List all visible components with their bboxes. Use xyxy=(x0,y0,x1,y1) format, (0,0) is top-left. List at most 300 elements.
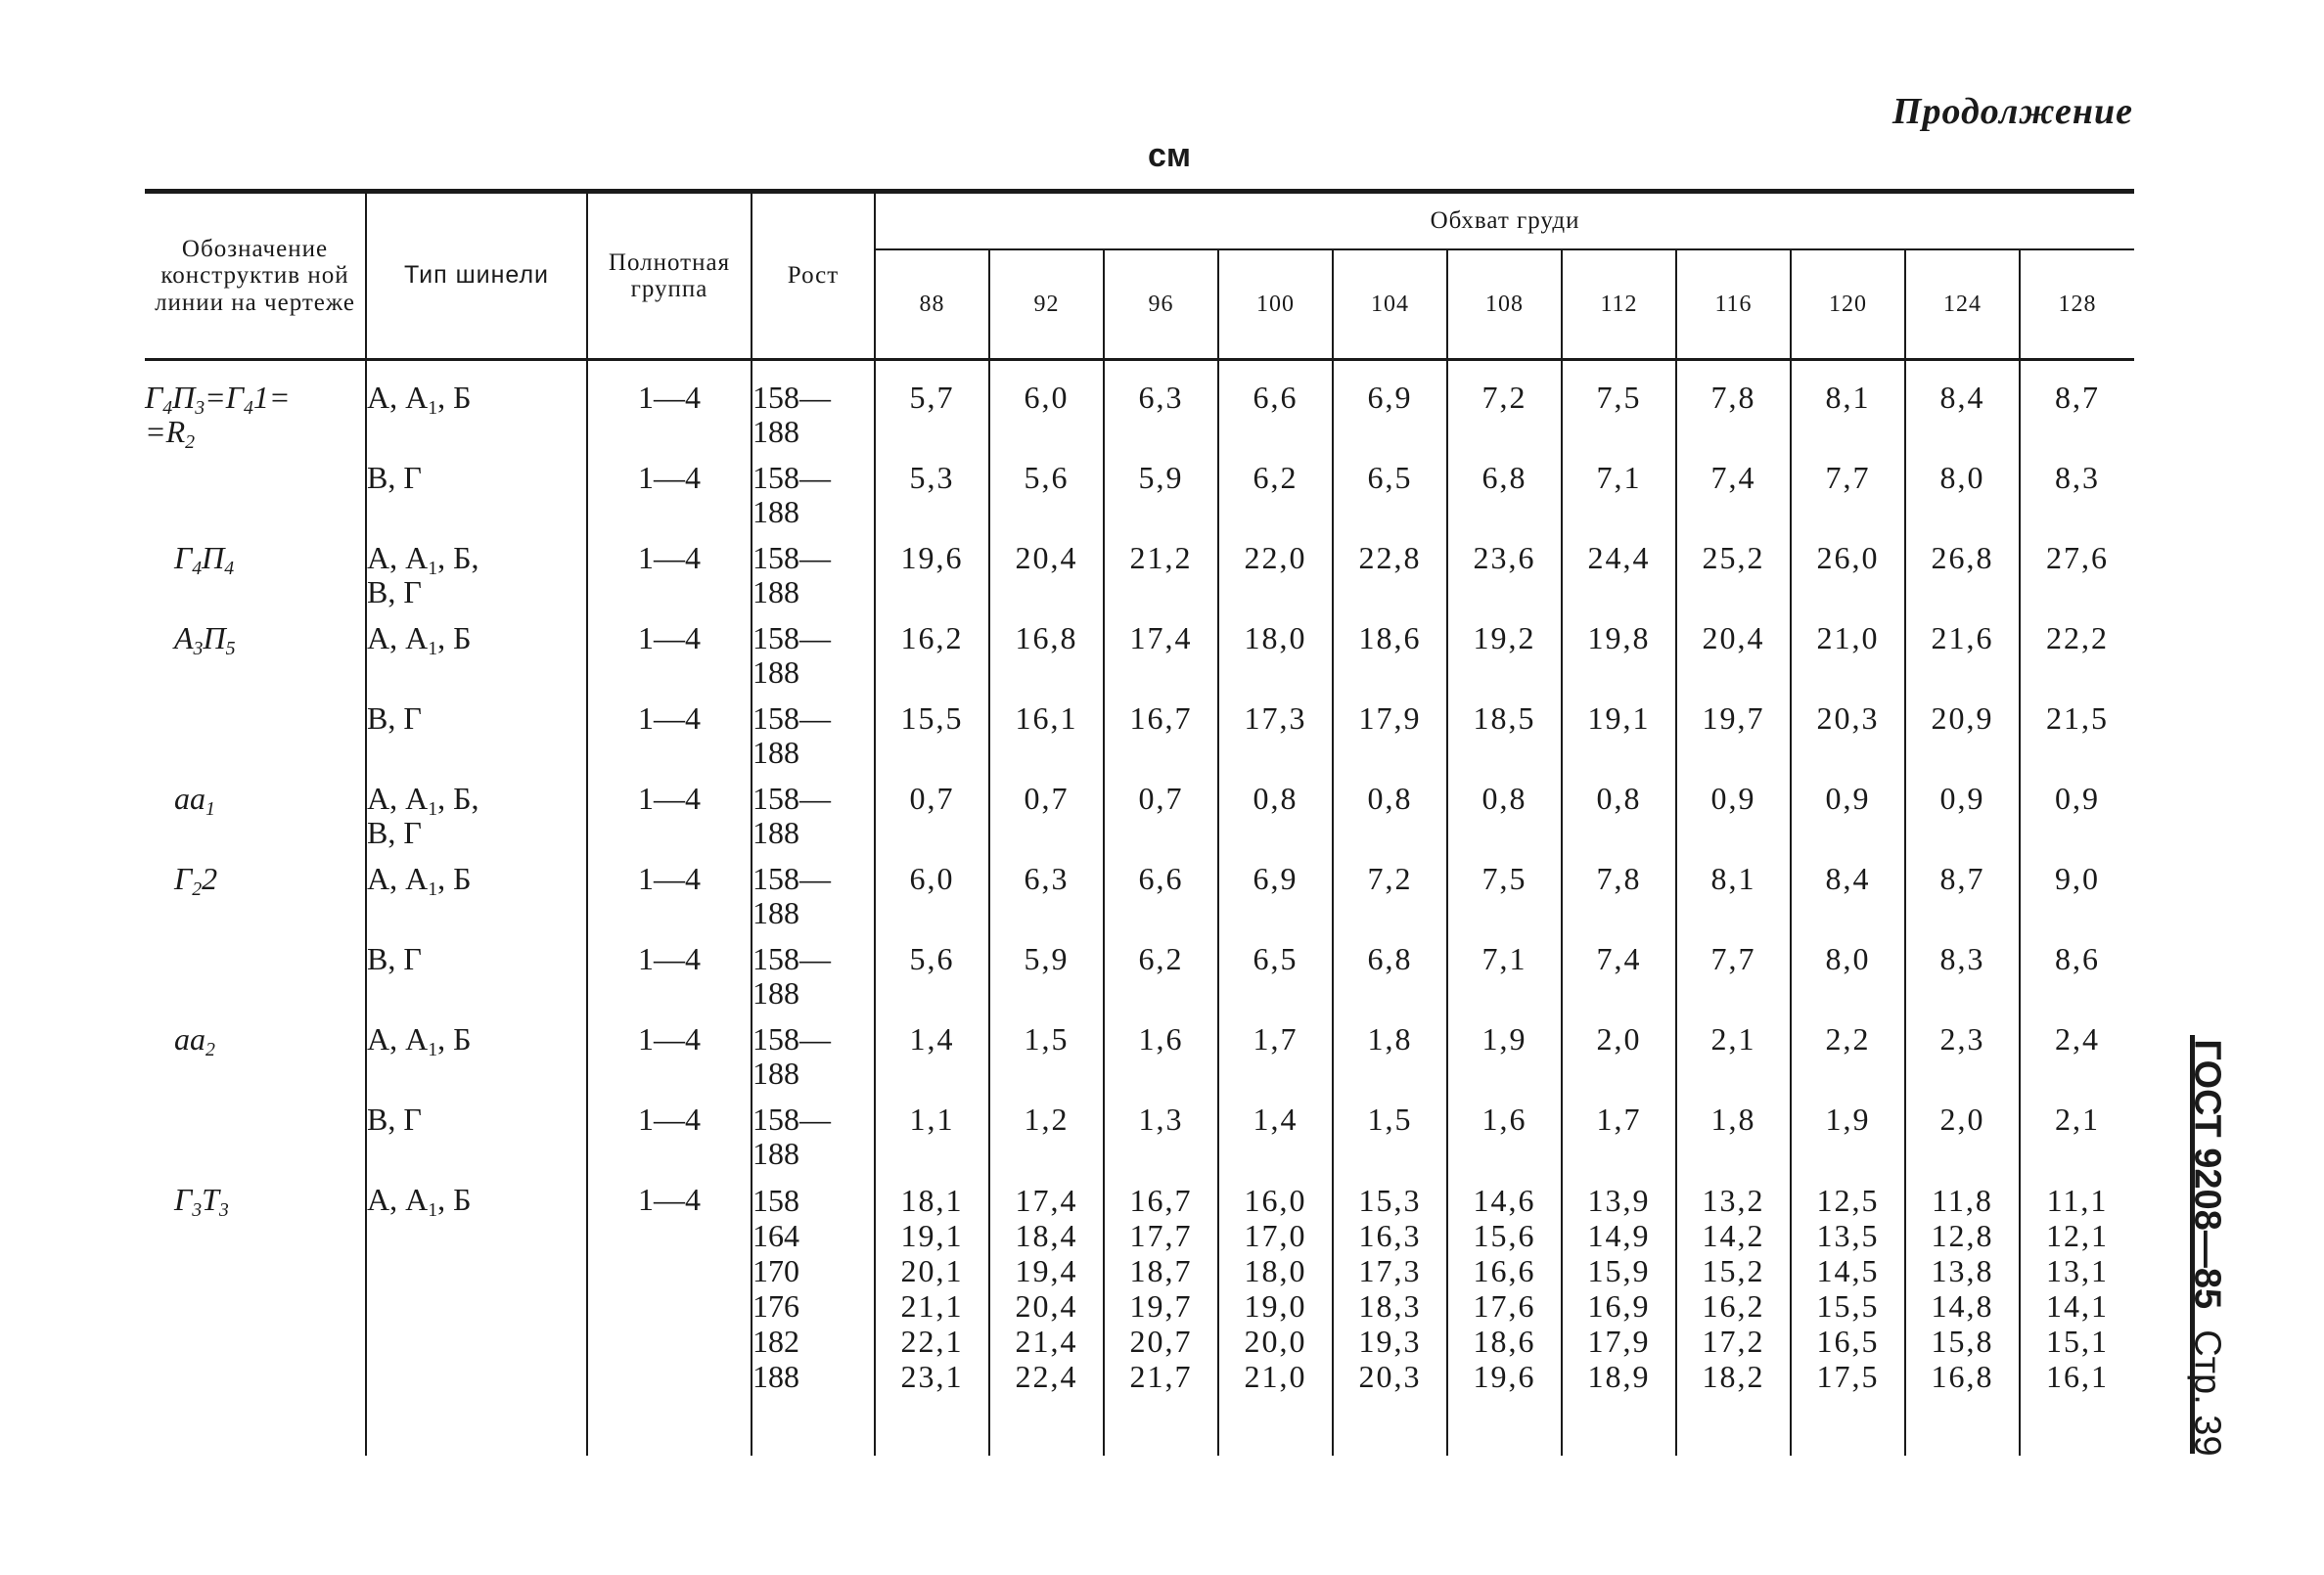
value-cell: 8,0 xyxy=(1905,461,2020,541)
value-cell: 2,4 xyxy=(2020,1022,2134,1102)
value-cell: 17,3 xyxy=(1218,701,1333,782)
row-height-text: 158— 188 xyxy=(752,1021,831,1091)
table-row xyxy=(145,1022,2134,1102)
value-cell: 17,4 xyxy=(1104,621,1218,701)
value-cell: 5,9 xyxy=(989,942,1104,1022)
value-cell: 1,6 xyxy=(1104,1022,1218,1102)
row-coat-type xyxy=(366,621,587,701)
value-cell: 2,2 xyxy=(1791,1022,1905,1102)
value-cell: 18,9 xyxy=(1587,1359,1651,1394)
value-stack xyxy=(1905,1183,2020,1456)
row-designation-text: $Г_4П_3=Г_41=$ $=R_2$ xyxy=(145,380,291,453)
row-coat-type xyxy=(366,360,587,462)
value-cell: 0,9 xyxy=(1905,782,2020,862)
row-height xyxy=(752,360,875,462)
value-cell: 14,8 xyxy=(1931,1288,1994,1324)
row-height xyxy=(752,1102,875,1183)
value-cell: 1,9 xyxy=(1791,1102,1905,1183)
value-cell: 16,1 xyxy=(2046,1359,2110,1394)
table-row xyxy=(145,360,2134,462)
value-cell: 0,7 xyxy=(875,782,989,862)
value-cell: 21,7 xyxy=(1129,1359,1193,1394)
value-cell: 15,2 xyxy=(1702,1253,1765,1288)
value-cell: 18,2 xyxy=(1702,1359,1765,1394)
value-cell: 27,6 xyxy=(2020,541,2134,621)
value-cell: 22,4 xyxy=(1015,1359,1078,1394)
value-cell: 17,5 xyxy=(1816,1359,1880,1394)
value-cell: 2,1 xyxy=(2020,1102,2134,1183)
value-cell: 1,7 xyxy=(1218,1022,1333,1102)
value-cell: 19,1 xyxy=(1562,701,1676,782)
value-cell: 13,1 xyxy=(2046,1253,2110,1288)
value-cell: 19,0 xyxy=(1244,1288,1307,1324)
value-cell: 16,9 xyxy=(1587,1288,1651,1324)
row-height-text: 158— 188 xyxy=(752,540,831,609)
value-cell: 5,7 xyxy=(875,360,989,462)
value-cell: 8,3 xyxy=(2020,461,2134,541)
value-cell: 20,4 xyxy=(989,541,1104,621)
value-cell: 8,1 xyxy=(1676,862,1791,942)
header-chest-size: 128 xyxy=(2020,249,2134,360)
row-height xyxy=(752,461,875,541)
value-cell: 14,6 xyxy=(1473,1183,1536,1218)
value-cell: 6,6 xyxy=(1218,360,1333,462)
value-cell: 7,7 xyxy=(1791,461,1905,541)
row-coat-type-text: А, $А_1$, Б, В, Г xyxy=(367,540,479,609)
height-value: 158 xyxy=(752,1183,799,1218)
header-chest-size: 116 xyxy=(1676,249,1791,360)
value-cell: 6,9 xyxy=(1218,862,1333,942)
value-cell: 16,1 xyxy=(989,701,1104,782)
value-stack xyxy=(1791,1183,1905,1456)
value-cell: 21,4 xyxy=(1015,1324,1078,1359)
value-cell: 16,7 xyxy=(1129,1183,1193,1218)
row-coat-type-text: В, Г xyxy=(367,700,422,736)
value-cell: 14,5 xyxy=(1816,1253,1880,1288)
value-stack xyxy=(1562,1183,1676,1456)
value-cell: 7,8 xyxy=(1562,862,1676,942)
value-cell: 8,1 xyxy=(1791,360,1905,462)
value-cell: 23,1 xyxy=(900,1359,964,1394)
row-height-text: 158— 188 xyxy=(752,781,831,850)
row-designation-text: $аа_2$ xyxy=(174,1021,215,1060)
value-cell: 20,1 xyxy=(900,1253,964,1288)
header-fullness-group: Полнотная группа xyxy=(587,192,752,360)
value-cell: 6,3 xyxy=(1104,360,1218,462)
row-fullness-group-text: 1—4 xyxy=(638,540,701,575)
value-cell: 21,5 xyxy=(2020,701,2134,782)
value-cell: 21,1 xyxy=(900,1288,964,1324)
value-cell: 17,7 xyxy=(1129,1218,1193,1253)
row-designation xyxy=(145,782,366,862)
row-designation-text: $аа_1$ xyxy=(174,781,215,820)
value-cell: 18,6 xyxy=(1333,621,1447,701)
value-cell: 7,4 xyxy=(1676,461,1791,541)
value-cell: 20,7 xyxy=(1129,1324,1193,1359)
row-fullness-group xyxy=(587,1102,752,1183)
value-cell: 22,1 xyxy=(900,1324,964,1359)
value-cell: 5,6 xyxy=(875,942,989,1022)
row-designation xyxy=(145,461,366,541)
value-cell: 18,1 xyxy=(900,1183,964,1218)
value-cell: 20,9 xyxy=(1905,701,2020,782)
row-height xyxy=(752,862,875,942)
header-chest-size: 104 xyxy=(1333,249,1447,360)
value-cell: 20,3 xyxy=(1358,1359,1422,1394)
value-cell: 7,1 xyxy=(1447,942,1562,1022)
value-cell: 6,6 xyxy=(1104,862,1218,942)
row-height xyxy=(752,942,875,1022)
row-designation xyxy=(145,701,366,782)
value-cell: 1,4 xyxy=(1218,1102,1333,1183)
value-cell: 0,7 xyxy=(989,782,1104,862)
value-cell: 11,1 xyxy=(2046,1183,2109,1218)
value-cell: 20,0 xyxy=(1244,1324,1307,1359)
value-cell: 22,8 xyxy=(1333,541,1447,621)
value-cell: 7,2 xyxy=(1447,360,1562,462)
row-coat-type xyxy=(366,461,587,541)
row-coat-type-text: А, $А_1$, Б, В, Г xyxy=(367,781,479,850)
value-cell: 6,0 xyxy=(989,360,1104,462)
value-cell: 19,4 xyxy=(1015,1253,1078,1288)
value-cell: 0,8 xyxy=(1562,782,1676,862)
header-chest-girth: Обхват груди xyxy=(875,192,2134,250)
value-cell: 7,2 xyxy=(1333,862,1447,942)
value-cell: 19,3 xyxy=(1358,1324,1422,1359)
header-chest-size: 100 xyxy=(1218,249,1333,360)
value-cell: 1,2 xyxy=(989,1102,1104,1183)
row-height-text: 158— 188 xyxy=(752,861,831,930)
value-cell: 5,3 xyxy=(875,461,989,541)
row-designation xyxy=(145,541,366,621)
value-cell: 8,0 xyxy=(1791,942,1905,1022)
value-cell: 1,6 xyxy=(1447,1102,1562,1183)
row-height xyxy=(752,621,875,701)
row-coat-type-text: А, $А_1$, Б xyxy=(367,861,472,900)
value-cell: 1,7 xyxy=(1562,1102,1676,1183)
value-cell: 0,9 xyxy=(1791,782,1905,862)
value-cell: 26,8 xyxy=(1905,541,2020,621)
value-cell: 14,9 xyxy=(1587,1218,1651,1253)
value-cell: 6,3 xyxy=(989,862,1104,942)
value-cell: 8,4 xyxy=(1791,862,1905,942)
value-cell: 15,3 xyxy=(1358,1183,1422,1218)
value-cell: 17,9 xyxy=(1333,701,1447,782)
row-coat-type xyxy=(366,862,587,942)
row-height xyxy=(752,541,875,621)
value-cell: 20,3 xyxy=(1791,701,1905,782)
value-cell: 19,6 xyxy=(875,541,989,621)
table-row xyxy=(145,942,2134,1022)
row-height-text: 158— 188 xyxy=(752,620,831,690)
value-cell: 15,8 xyxy=(1931,1324,1994,1359)
value-cell: 17,0 xyxy=(1244,1218,1307,1253)
value-cell: 16,5 xyxy=(1816,1324,1880,1359)
value-cell: 12,1 xyxy=(2046,1218,2110,1253)
table-row xyxy=(145,1183,2134,1456)
height-value: 170 xyxy=(752,1253,799,1288)
value-cell: 12,5 xyxy=(1816,1183,1880,1218)
row-coat-type-text: В, Г xyxy=(367,941,422,976)
row-coat-type-text: А, $А_1$, Б xyxy=(367,1021,472,1060)
row-coat-type xyxy=(366,541,587,621)
row-fullness-group xyxy=(587,621,752,701)
value-cell: 16,3 xyxy=(1358,1218,1422,1253)
row-fullness-group-text: 1—4 xyxy=(638,861,701,896)
row-designation: $Г_3Т_3$ xyxy=(174,1182,229,1221)
value-cell: 7,4 xyxy=(1562,942,1676,1022)
height-value: 188 xyxy=(752,1359,799,1394)
value-cell: 16,6 xyxy=(1473,1253,1536,1288)
value-cell: 20,4 xyxy=(1015,1288,1078,1324)
value-cell: 16,0 xyxy=(1244,1183,1307,1218)
value-cell: 16,8 xyxy=(1931,1359,1994,1394)
value-cell: 19,2 xyxy=(1447,621,1562,701)
value-stack xyxy=(1333,1183,1447,1456)
value-cell: 6,5 xyxy=(1218,942,1333,1022)
value-cell: 19,7 xyxy=(1129,1288,1193,1324)
value-cell: 7,5 xyxy=(1447,862,1562,942)
row-coat-type-text: А, $А_1$, Б xyxy=(367,380,472,419)
row-height-text: 158— 188 xyxy=(752,380,831,449)
header-height: Рост xyxy=(752,192,875,360)
value-cell: 16,8 xyxy=(989,621,1104,701)
row-coat-type xyxy=(366,701,587,782)
value-cell: 1,4 xyxy=(875,1022,989,1102)
value-cell: 1,8 xyxy=(1676,1102,1791,1183)
value-cell: 7,1 xyxy=(1562,461,1676,541)
row-height-text: 158— 188 xyxy=(752,1102,831,1171)
value-cell: 16,2 xyxy=(875,621,989,701)
side-label xyxy=(2172,1027,2241,1467)
row-fullness-group: 1—4 xyxy=(587,1183,752,1456)
height-value: 164 xyxy=(752,1218,799,1253)
standard-code: ГОСТ 9208—85 xyxy=(2186,1038,2228,1309)
row-fullness-group xyxy=(587,461,752,541)
table-body xyxy=(145,360,2134,1457)
value-cell: 2,3 xyxy=(1905,1022,2020,1102)
height-value: 182 xyxy=(752,1324,799,1359)
row-fullness-group-text: 1—4 xyxy=(638,380,701,415)
measurement-table xyxy=(145,189,2134,1456)
value-cell: 18,0 xyxy=(1218,621,1333,701)
value-stack xyxy=(1104,1183,1218,1456)
value-cell: 2,0 xyxy=(1905,1102,2020,1183)
value-cell: 18,3 xyxy=(1358,1288,1422,1324)
row-height-text: 158— 188 xyxy=(752,941,831,1011)
header-chest-size: 88 xyxy=(875,249,989,360)
row-designation-text: $Г_4П_4$ xyxy=(174,540,235,579)
value-cell: 15,9 xyxy=(1587,1253,1651,1288)
header-designation: Обозначение конструктив ной линии на чертеже xyxy=(145,192,366,360)
row-coat-type xyxy=(366,1102,587,1183)
header-chest-size: 96 xyxy=(1104,249,1218,360)
row-height-list xyxy=(752,1183,875,1456)
value-cell: 19,7 xyxy=(1676,701,1791,782)
unit-label: см xyxy=(1147,137,1192,174)
row-fullness-group xyxy=(587,541,752,621)
value-cell: 21,0 xyxy=(1791,621,1905,701)
value-cell: 18,0 xyxy=(1244,1253,1307,1288)
value-cell: 16,7 xyxy=(1104,701,1218,782)
value-stack xyxy=(1218,1183,1333,1456)
height-value: 176 xyxy=(752,1288,799,1324)
value-cell: 21,0 xyxy=(1244,1359,1307,1394)
value-cell: 8,6 xyxy=(2020,942,2134,1022)
value-stack xyxy=(2020,1183,2134,1456)
table-row xyxy=(145,621,2134,701)
row-designation xyxy=(145,942,366,1022)
value-cell: 19,8 xyxy=(1562,621,1676,701)
table-row xyxy=(145,782,2134,862)
value-cell: 19,6 xyxy=(1473,1359,1536,1394)
value-cell: 22,0 xyxy=(1218,541,1333,621)
value-cell: 7,5 xyxy=(1562,360,1676,462)
table-row xyxy=(145,701,2134,782)
row-fullness-group-text: 1—4 xyxy=(638,460,701,495)
value-cell: 6,9 xyxy=(1333,360,1447,462)
value-cell: 8,7 xyxy=(1905,862,2020,942)
value-cell: 5,9 xyxy=(1104,461,1218,541)
value-stack xyxy=(1447,1183,1562,1456)
value-cell: 17,4 xyxy=(1015,1183,1078,1218)
row-coat-type-text: В, Г xyxy=(367,1102,422,1137)
row-fullness-group-text: 1—4 xyxy=(638,700,701,736)
value-cell: 15,5 xyxy=(875,701,989,782)
value-cell: 16,2 xyxy=(1702,1288,1765,1324)
header-chest-size: 120 xyxy=(1791,249,1905,360)
row-coat-type-text: А, $А_1$, Б xyxy=(367,620,472,659)
row-height xyxy=(752,1022,875,1102)
row-fullness-group-text: 1—4 xyxy=(638,781,701,816)
row-fullness-group xyxy=(587,701,752,782)
value-cell: 13,5 xyxy=(1816,1218,1880,1253)
value-cell: 19,1 xyxy=(900,1218,964,1253)
value-stack xyxy=(875,1183,989,1456)
value-cell: 13,2 xyxy=(1702,1183,1765,1218)
row-fullness-group xyxy=(587,942,752,1022)
value-cell: 25,2 xyxy=(1676,541,1791,621)
value-cell: 0,8 xyxy=(1218,782,1333,862)
row-designation xyxy=(145,360,366,462)
value-cell: 6,0 xyxy=(875,862,989,942)
value-cell: 5,6 xyxy=(989,461,1104,541)
value-cell: 14,2 xyxy=(1702,1218,1765,1253)
value-cell: 21,6 xyxy=(1905,621,2020,701)
value-cell: 13,8 xyxy=(1931,1253,1994,1288)
value-cell: 18,5 xyxy=(1447,701,1562,782)
value-cell: 17,3 xyxy=(1358,1253,1422,1288)
value-cell: 17,6 xyxy=(1473,1288,1536,1324)
row-coat-type xyxy=(366,942,587,1022)
row-height xyxy=(752,701,875,782)
page-number: Стр. 39 xyxy=(2186,1328,2228,1457)
value-cell: 1,9 xyxy=(1447,1022,1562,1102)
value-cell: 18,7 xyxy=(1129,1253,1193,1288)
value-cell: 0,8 xyxy=(1447,782,1562,862)
value-cell: 1,5 xyxy=(989,1022,1104,1102)
row-designation xyxy=(145,862,366,942)
value-cell: 15,1 xyxy=(2046,1324,2110,1359)
value-cell: 1,8 xyxy=(1333,1022,1447,1102)
row-fullness-group-text: 1—4 xyxy=(638,941,701,976)
value-cell: 2,1 xyxy=(1676,1022,1791,1102)
table-row xyxy=(145,461,2134,541)
row-height-text: 158— 188 xyxy=(752,460,831,529)
value-cell: 17,2 xyxy=(1702,1324,1765,1359)
table-row xyxy=(145,541,2134,621)
value-cell: 22,2 xyxy=(2020,621,2134,701)
row-coat-type: А, $А_1$, Б xyxy=(366,1183,587,1456)
value-cell: 14,1 xyxy=(2046,1288,2110,1324)
value-cell: 6,2 xyxy=(1218,461,1333,541)
row-coat-type-text: В, Г xyxy=(367,460,422,495)
row-designation-text: $А_3П_5$ xyxy=(174,620,236,659)
header-chest-size: 108 xyxy=(1447,249,1562,360)
row-fullness-group xyxy=(587,862,752,942)
value-cell: 1,3 xyxy=(1104,1102,1218,1183)
value-cell: 0,8 xyxy=(1333,782,1447,862)
header-chest-size: 112 xyxy=(1562,249,1676,360)
value-cell: 18,4 xyxy=(1015,1218,1078,1253)
value-cell: 21,2 xyxy=(1104,541,1218,621)
row-designation xyxy=(145,621,366,701)
value-cell: 9,0 xyxy=(2020,862,2134,942)
row-fullness-group-text: 1—4 xyxy=(638,1021,701,1057)
value-cell: 26,0 xyxy=(1791,541,1905,621)
value-cell: 6,5 xyxy=(1333,461,1447,541)
row-fullness-group-text: 1—4 xyxy=(638,620,701,655)
value-cell: 0,7 xyxy=(1104,782,1218,862)
table-header xyxy=(145,192,2134,360)
value-cell: 17,9 xyxy=(1587,1324,1651,1359)
value-cell: 2,0 xyxy=(1562,1022,1676,1102)
value-stack xyxy=(1676,1183,1791,1456)
value-cell: 6,8 xyxy=(1333,942,1447,1022)
row-fullness-group xyxy=(587,782,752,862)
header-coat-type: Тип шинели xyxy=(366,192,587,360)
table-row xyxy=(145,862,2134,942)
header-chest-size: 124 xyxy=(1905,249,2020,360)
value-cell: 1,5 xyxy=(1333,1102,1447,1183)
row-fullness-group xyxy=(587,360,752,462)
row-height-text: 158— 188 xyxy=(752,700,831,770)
value-cell: 7,8 xyxy=(1676,360,1791,462)
value-cell: 20,4 xyxy=(1676,621,1791,701)
value-cell: 15,5 xyxy=(1816,1288,1880,1324)
value-cell: 12,8 xyxy=(1931,1218,1994,1253)
value-cell: 23,6 xyxy=(1447,541,1562,621)
value-cell: 6,8 xyxy=(1447,461,1562,541)
value-cell: 8,7 xyxy=(2020,360,2134,462)
value-cell: 0,9 xyxy=(2020,782,2134,862)
table-row xyxy=(145,1102,2134,1183)
row-height xyxy=(752,782,875,862)
value-stack xyxy=(989,1183,1104,1456)
value-cell: 8,3 xyxy=(1905,942,2020,1022)
value-cell: 11,8 xyxy=(1932,1183,1993,1218)
continuation-label: Продолжение xyxy=(1891,91,2133,132)
value-cell: 13,9 xyxy=(1587,1183,1651,1218)
row-coat-type xyxy=(366,782,587,862)
value-cell: 0,9 xyxy=(1676,782,1791,862)
row-coat-type xyxy=(366,1022,587,1102)
value-cell: 7,7 xyxy=(1676,942,1791,1022)
row-designation xyxy=(145,1022,366,1102)
header-chest-size: 92 xyxy=(989,249,1104,360)
value-cell: 24,4 xyxy=(1562,541,1676,621)
row-fullness-group-text: 1—4 xyxy=(638,1102,701,1137)
